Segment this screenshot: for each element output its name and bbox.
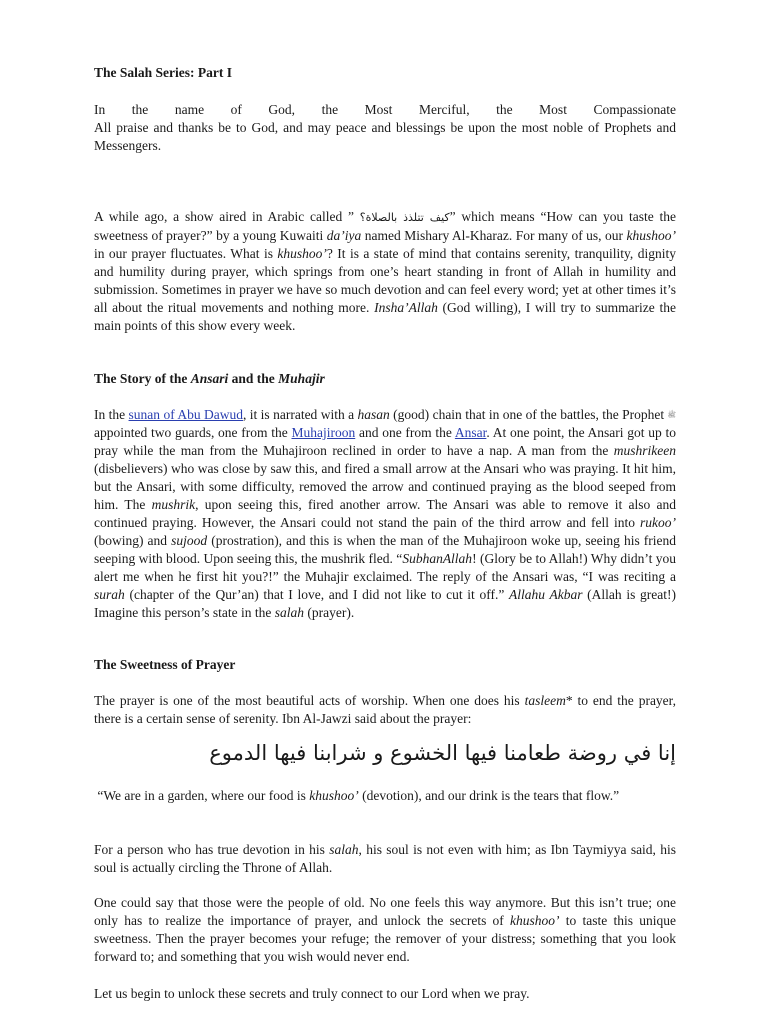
paragraph-show-intro: A while ago, a show aired in Arabic called ” كيف تتلذذ بالصلاة؟” which means “How can you taste the sweetness of prayer?” by a young Kuwaiti da’iya named Mishary Al-Kharaz. For many of us, our khushoo’ in our prayer fluctuates. What is khushoo’? It is a state of mind that contains serenity, tranquility, dignity and humility during prayer, which springs from one’s heart standing in front of Allah in humility and submission. Sometimes in prayer we have so much devotion and can feel every word; yet at other times it’s all about the ritual movements and nothing more. Insha’Allah (God willing), I will try to summarize the main points of this show every week. — [94, 209, 676, 333]
paragraph-people-of-old: One could say that those were the people of old. No one feels this way anymore. But this isn’t true; one only has to realize the importance of prayer, and unlock the secrets of khushoo’ to taste this unique sweetness. Then the prayer becomes your refuge; the remover of your distress; something that you look forward to; and something that you wish would never end. — [94, 895, 676, 964]
link-muhajiroon[interactable]: Muhajiroon — [291, 425, 356, 440]
section-heading-sweetness: The Sweetness of Prayer — [94, 657, 236, 672]
pbuh-symbol: ﷺ — [667, 411, 676, 419]
basmala-line: In the name of God, the Most Merciful, the Most Compassionate — [94, 102, 676, 117]
arabic-quote: إنا في روضة طعامنا فيها الخشوع و شرابنا فيها الدموع — [209, 741, 676, 765]
paragraph-story: In the sunan of Abu Dawud, it is narrated with a hasan (good) chain that in one of the battles, the Prophet ﷺ appointed two guards, one from the Muhajiroon and one from the Ansar. At one point, the Ansari got up to pray while the man from the Muhajiroon reclined in order to have a nap. A man from the mushrikeen (disbelievers) who was close by saw this, and fired a small arrow at the Ansari who was praying. It hit him, but the Ansari, with some difficulty, removed the arrow and continued praying as the blood seeped from him. The mushrik, upon seeing this, fired another arrow. The Ansari was able to remove it also and continued praying. However, the Ansari could not stand the pain of the third arrow and fell into rukoo’ (bowing) and sujood (prostration), and this is when the man of the Muhajiroon woke up, seeing his friend seeping with blood. Upon seeing this, the mushrik fled. “SubhanAllah! (Glory be to Allah!) Why didn’t you alert me when he first hit you?!” the Muhajir exclaimed. The reply of the Ansari was, “I was reciting a surah (chapter of the Qur’an) that I love, and I did not like to cut it off.” Allahu Akbar (Allah is great!) Imagine this person’s state in the salah (prayer). — [94, 407, 677, 620]
arabic-show-title: كيف تتلذذ بالصلاة؟ — [359, 211, 450, 224]
paragraph-closing: Let us begin to unlock these secrets and truly connect to our Lord when we pray. — [94, 986, 530, 1001]
intro-block — [94, 101, 676, 155]
quote-translation: “We are in a garden, where our food is khushoo’ (devotion), and our drink is the tears that flow.” — [97, 788, 620, 803]
paragraph-ibn-taymiyya: For a person who has true devotion in his salah, his soul is not even with him; as Ibn Taymiyya said, his soul is actually circling the Throne of Allah. — [94, 842, 676, 875]
praise-line: All praise and thanks be to God, and may peace and blessings be upon the most noble of Prophets and Messengers. — [94, 120, 676, 153]
section-heading-story: The Story of the Ansari and the Muhajir — [94, 371, 325, 386]
paragraph-prayer-beauty: The prayer is one of the most beautiful acts of worship. When one does his tasleem* to end the prayer, there is a certain sense of serenity. Ibn Al-Jawzi said about the prayer: — [94, 693, 677, 726]
document-title: The Salah Series: Part I — [94, 65, 232, 80]
link-ansar[interactable]: Ansar — [454, 425, 487, 440]
link-sunan-abu-dawud[interactable]: sunan of Abu Dawud — [128, 407, 243, 422]
